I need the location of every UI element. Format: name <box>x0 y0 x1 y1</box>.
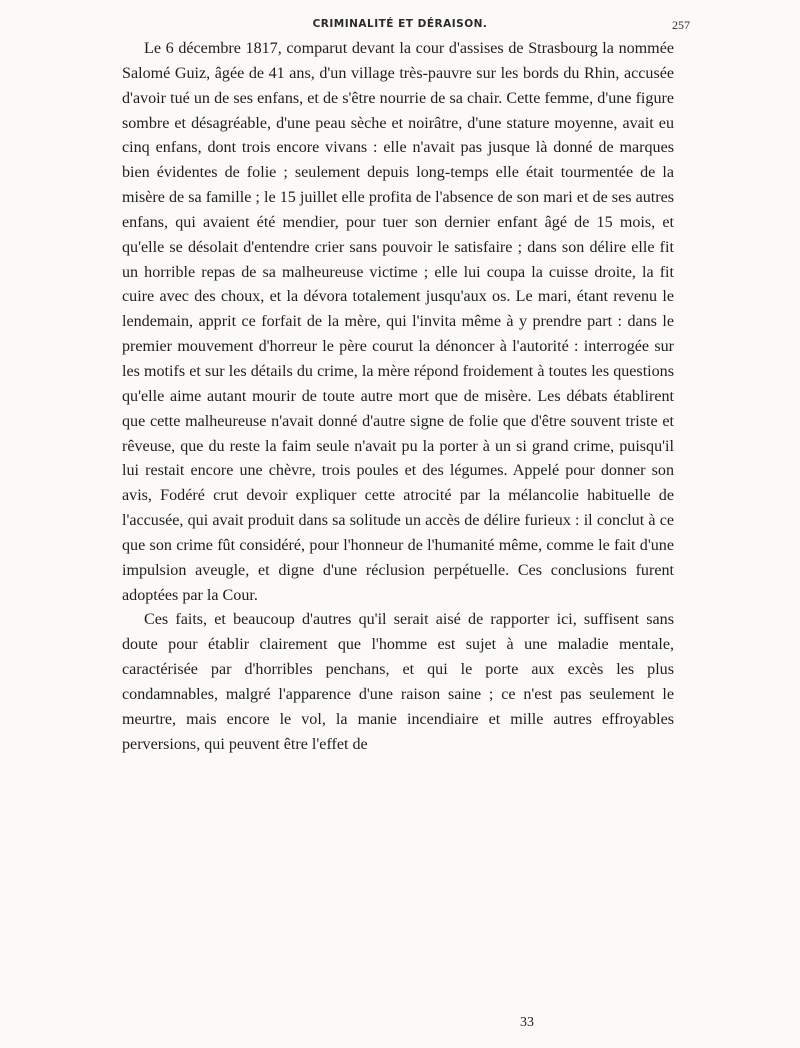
paragraph: Ces faits, et beaucoup d'autres qu'il serait aisé de rapporter ici, suffisent sans doute pour établir clairement que l'homme est sujet à une maladie mentale, caractérisée par d'horribles penchans, et qui le porte aux excès les plus condamnables, malgré l'apparence d'une raison saine ; ce n'est pas seulement le meurtre, mais encore le vol, la manie incendiaire et mille autres effroyables perversions, qui peuvent être l'effet de <box>122 611 674 753</box>
paragraph: Le 6 décembre 1817, comparut devant la cour d'assises de Strasbourg la nommée Salomé Guiz, âgée de 41 ans, d'un village très-pauvre sur les bords du Rhin, accusée d'avoir tué un de ses enfans, et de s'être nourrie de sa chair. Cette femme, d'une figure sombre et désagréable, d'une peau sèche et noirâtre, d'une stature moyenne, avait eu cinq enfans, dont trois encore vivans : elle n'avait pas jusque là donné de marques bien évidentes de folie ; seulement depuis long-temps elle était tourmentée de la misère de sa famille ; le 15 juillet elle profita de l'absence de son mari et de ses autres enfans, qui avaient été mendier, pour tuer son dernier enfant âgé de 15 mois, et qu'elle se désolait d'entendre crier sans pouvoir le satisfaire ; dans son délire elle fit un horrible repas de sa malheureuse victime ; elle lui coupa la cuisse droite, la fit cuire avec des choux, et la dévora totalement jusqu'aux os. Le mari, étant revenu le lendemain, apprit ce forfait de la mère, qui l'invita même à y prendre part : dans le premier mouvement d'horreur le père courut la dénoncer à l'autorité : interrogée sur les motifs et sur les détails du crime, la mère répond froidement à toutes les questions qu'elle aime autant mourir de toute autre mort que de misère. Les débats établirent que cette malheureuse n'avait donné d'autre signe de folie que d'être souvent triste et rêveuse, que du reste la faim seule n'avait pu la porter à un si grand crime, puisqu'il lui restait encore une chèvre, trois poules et des légumes. Appelé pour donner son avis, Fodéré crut devoir expliquer cette atrocité par la mélancolie habituelle de l'accusée, qui avait produit dans sa solitude un accès de délire furieux : il conclut à ce que son crime fût considéré, pour l'honneur de l'humanité même, comme le fait d'une impulsion aveugle, et digne d'une réclusion perpétuelle. Ces conclusions furent adoptées par la Cour. <box>122 40 674 604</box>
signature-mark: 33 <box>520 1015 534 1030</box>
page-number: 257 <box>672 18 690 32</box>
body-text <box>122 37 674 757</box>
running-title: CRIMINALITÉ ET DÉRAISON. <box>312 18 488 30</box>
